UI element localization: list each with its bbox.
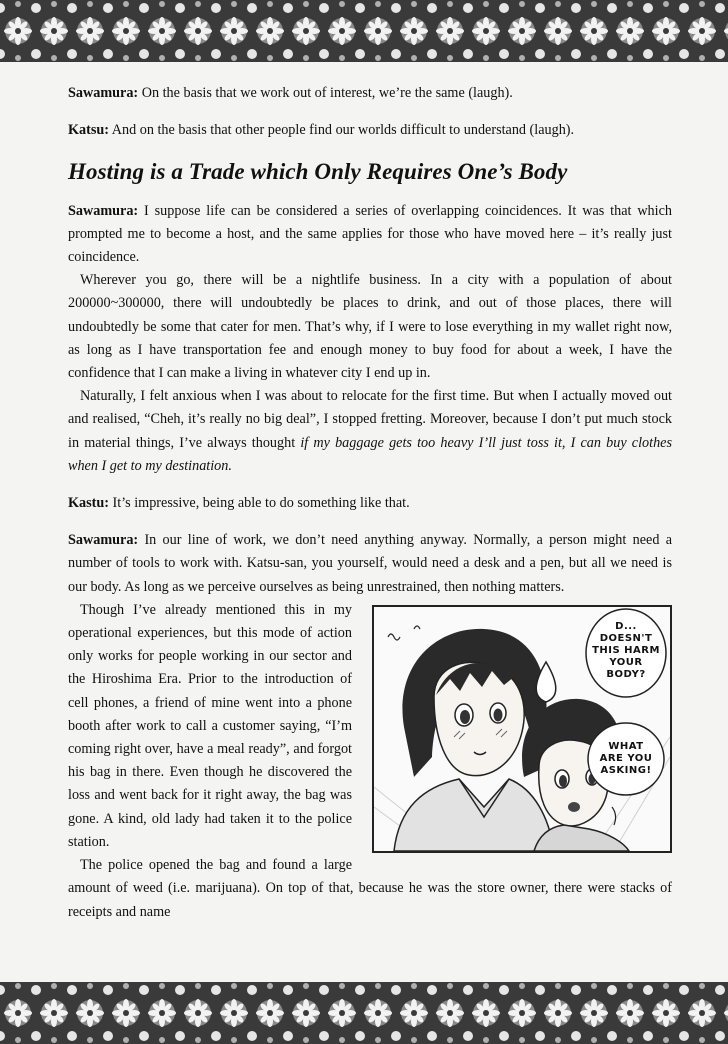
dialogue-line [68,119,672,142]
paragraph [68,529,672,599]
dialogue-line [68,82,672,105]
dialogue-text: It’s impressive, being able to do something like that. [109,495,410,512]
italic-thought: if my baggage gets too heavy I’ll just toss it, I can buy clothes when I get to my destination. [68,434,672,474]
manga-illustration [372,605,672,853]
paragraph: The police opened the bag and found a large amount of weed (i.e. marijuana). On top of that, because he was the store owner, there were stacks of receipts and name [68,857,672,920]
paragraph-text: I suppose life can be considered a series of overlapping coincidences. It was that which prompted me to become a host, and the same applies for those who have moved here – it’s really just coincidence. [68,202,672,266]
section-heading: Hosting is a Trade which Only Requires One’s Body [68,159,568,185]
speaker-name: Katsu: [68,122,109,139]
speaker-name: Kastu: [68,495,109,512]
dialogue-text: And on the basis that other people find our worlds difficult to understand (laugh). [109,122,575,139]
dialogue-line [68,492,672,515]
speaker-name: Sawamura: [68,532,139,549]
paragraph [68,200,672,270]
paragraph: Though I’ve already mentioned this in my operational experiences, but this mode of action only works for people working in our sector and the Hiroshima Era. Prior to the introduction of cell phones, a friend of mine went into a phone booth after work to call a customer saying, “I’m coming right over, have a meal ready”, and forgot his bag in there. Even though he discovered the loss and went back for it right away, the bag was gone. A kind, old lady had taken it to the police station. [68,601,352,850]
paragraph-text: Naturally, I felt anxious when I was about to relocate for the first time. But when I actually moved out and realised, “Cheh, it’s really no big deal”, I stopped fretting. Moreover, because I don’t put much stock in material things, I’ve always thought [68,388,672,451]
speaker-name: Sawamura: [68,85,139,101]
speaker-name: Sawamura: [68,202,139,219]
article-body [68,82,672,924]
paragraph: Wherever you go, there will be a nightlife business. In a city with a population of about 200000~300000, there will undoubtedly be places to drink, and out of those places, there will undoubtedly be some that cater for men. That’s why, if I were to lose everything in my wallet right now, as long as I have transportation fee and enough money to buy food for about a week, I have the confidence that I can make a living in whatever city I end up in. [68,272,672,382]
speech-bubble-2: WHAT ARE YOU ASKING! [599,740,653,776]
paragraph [68,385,672,478]
speech-bubble-1: D... DOESN'T THIS HARM YOUR BODY? [592,620,660,680]
lace-border-bottom [0,982,728,1044]
dialogue-text: On the basis that we work out of interest, we’re the same (laugh). [138,85,513,101]
lace-border-top [0,0,728,62]
paragraph-text: In our line of work, we don’t need anything anyway. Normally, a person might need a number of tools to work with. Katsu-san, you yourself, would need a desk and a pen, but all we need is our body. As long as we perceive ourselves as being unrestrained, then nothing matters. [68,532,672,595]
